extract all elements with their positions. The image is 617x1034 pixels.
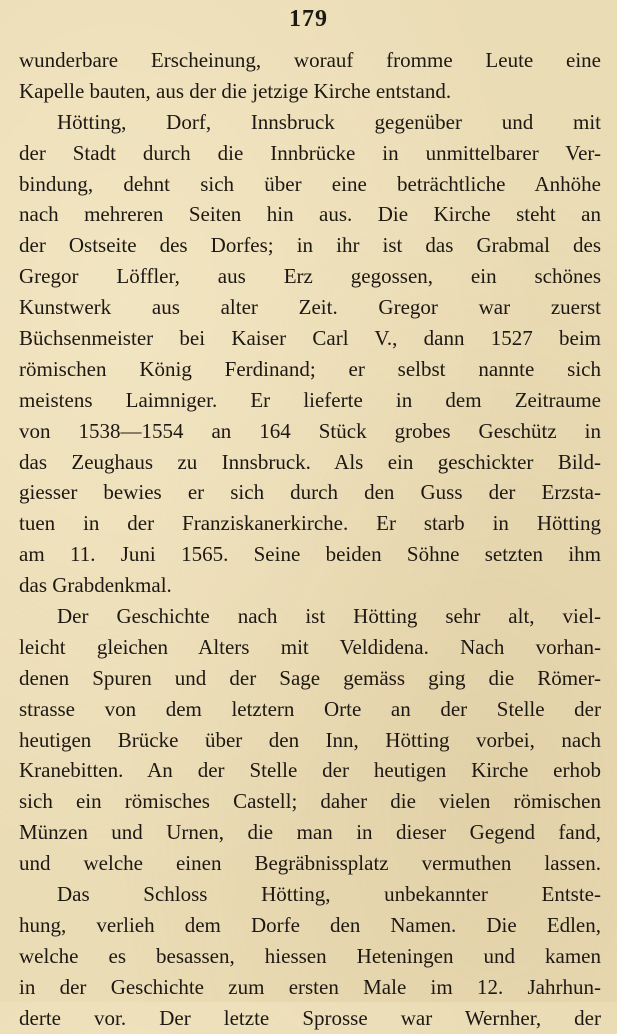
text-line: sich ein römisches Castell; daher die vielen römischen [19, 789, 601, 814]
text-line: nach mehreren Seiten hin aus. Die Kirche steht an [19, 202, 601, 227]
text-line: Kapelle bauten, aus der die jetzige Kirche entstand. [19, 78, 452, 103]
text-line: Der Geschichte nach ist Hötting sehr alt, viel- [57, 604, 601, 629]
text-line: giesser bewies er sich durch den Guss der Erzsta- [19, 480, 601, 505]
text-line: Kranebitten. An der Stelle der heutigen Kirche erhob [19, 758, 601, 783]
text-line: Kunstwerk aus alter Zeit. Gregor war zuerst [19, 295, 601, 320]
page-number: 179 [289, 6, 328, 32]
body-text [19, 45, 601, 1034]
text-line: Büchsenmeister bei Kaiser Carl V., dann 1527 beim [19, 326, 601, 351]
text-line: Gregor Löffler, aus Erz gegossen, ein schönes [19, 264, 601, 289]
text-line: denen Spuren und der Sage gemäss ging die Römer- [19, 665, 601, 690]
text-line: wunderbare Erscheinung, worauf fromme Leute eine [19, 48, 601, 72]
text-line: Münzen und Urnen, die man in dieser Gegend fand, [19, 820, 601, 845]
text-line: hung, verlieh dem Dorfe den Namen. Die Edlen, [19, 912, 601, 937]
text-line: bindung, dehnt sich über eine beträchtliche Anhöhe [19, 171, 601, 196]
text-line: am 11. Juni 1565. Seine beiden Söhne setzten ihm [19, 542, 601, 567]
text-line: in der Geschichte zum ersten Male im 12. Jahrhun- [19, 974, 601, 999]
text-line: das Grabdenkmal. [19, 573, 172, 598]
text-line: heutigen Brücke über den Inn, Hötting vorbei, nach [19, 727, 601, 752]
text-line: tuen in der Franziskanerkirche. Er starb in Hötting [19, 511, 601, 536]
text-line: leicht gleichen Alters mit Veldidena. Nach vorhan- [19, 634, 601, 659]
text-line: Das Schloss Hötting, unbekannter Entste- [57, 882, 601, 907]
text-line: und welche einen Begräbnissplatz vermuthen lassen. [19, 851, 601, 876]
text-line: das Zeughaus zu Innsbruck. Als ein geschickter Bild- [19, 449, 601, 474]
text-line: strasse von dem letztern Orte an der Stelle der [19, 696, 601, 721]
text-line: der Stadt durch die Innbrücke in unmittelbarer Ver- [19, 140, 601, 165]
text-line: welche es besassen, hiessen Heteningen und kamen [19, 943, 601, 968]
text-line: meistens Laimniger. Er lieferte in dem Zeitraume [19, 387, 601, 412]
text-line: römischen König Ferdinand; er selbst nannte sich [19, 356, 601, 381]
text-line: derte vor. Der letzte Sprosse war Wernher, der [19, 1005, 601, 1030]
text-line: Hötting, Dorf, Innsbruck gegenüber und mit [57, 109, 601, 134]
text-line: von 1538—1554 an 164 Stück grobes Geschütz in [19, 418, 601, 443]
text-line: der Ostseite des Dorfes; in ihr ist das Grabmal des [19, 233, 601, 258]
